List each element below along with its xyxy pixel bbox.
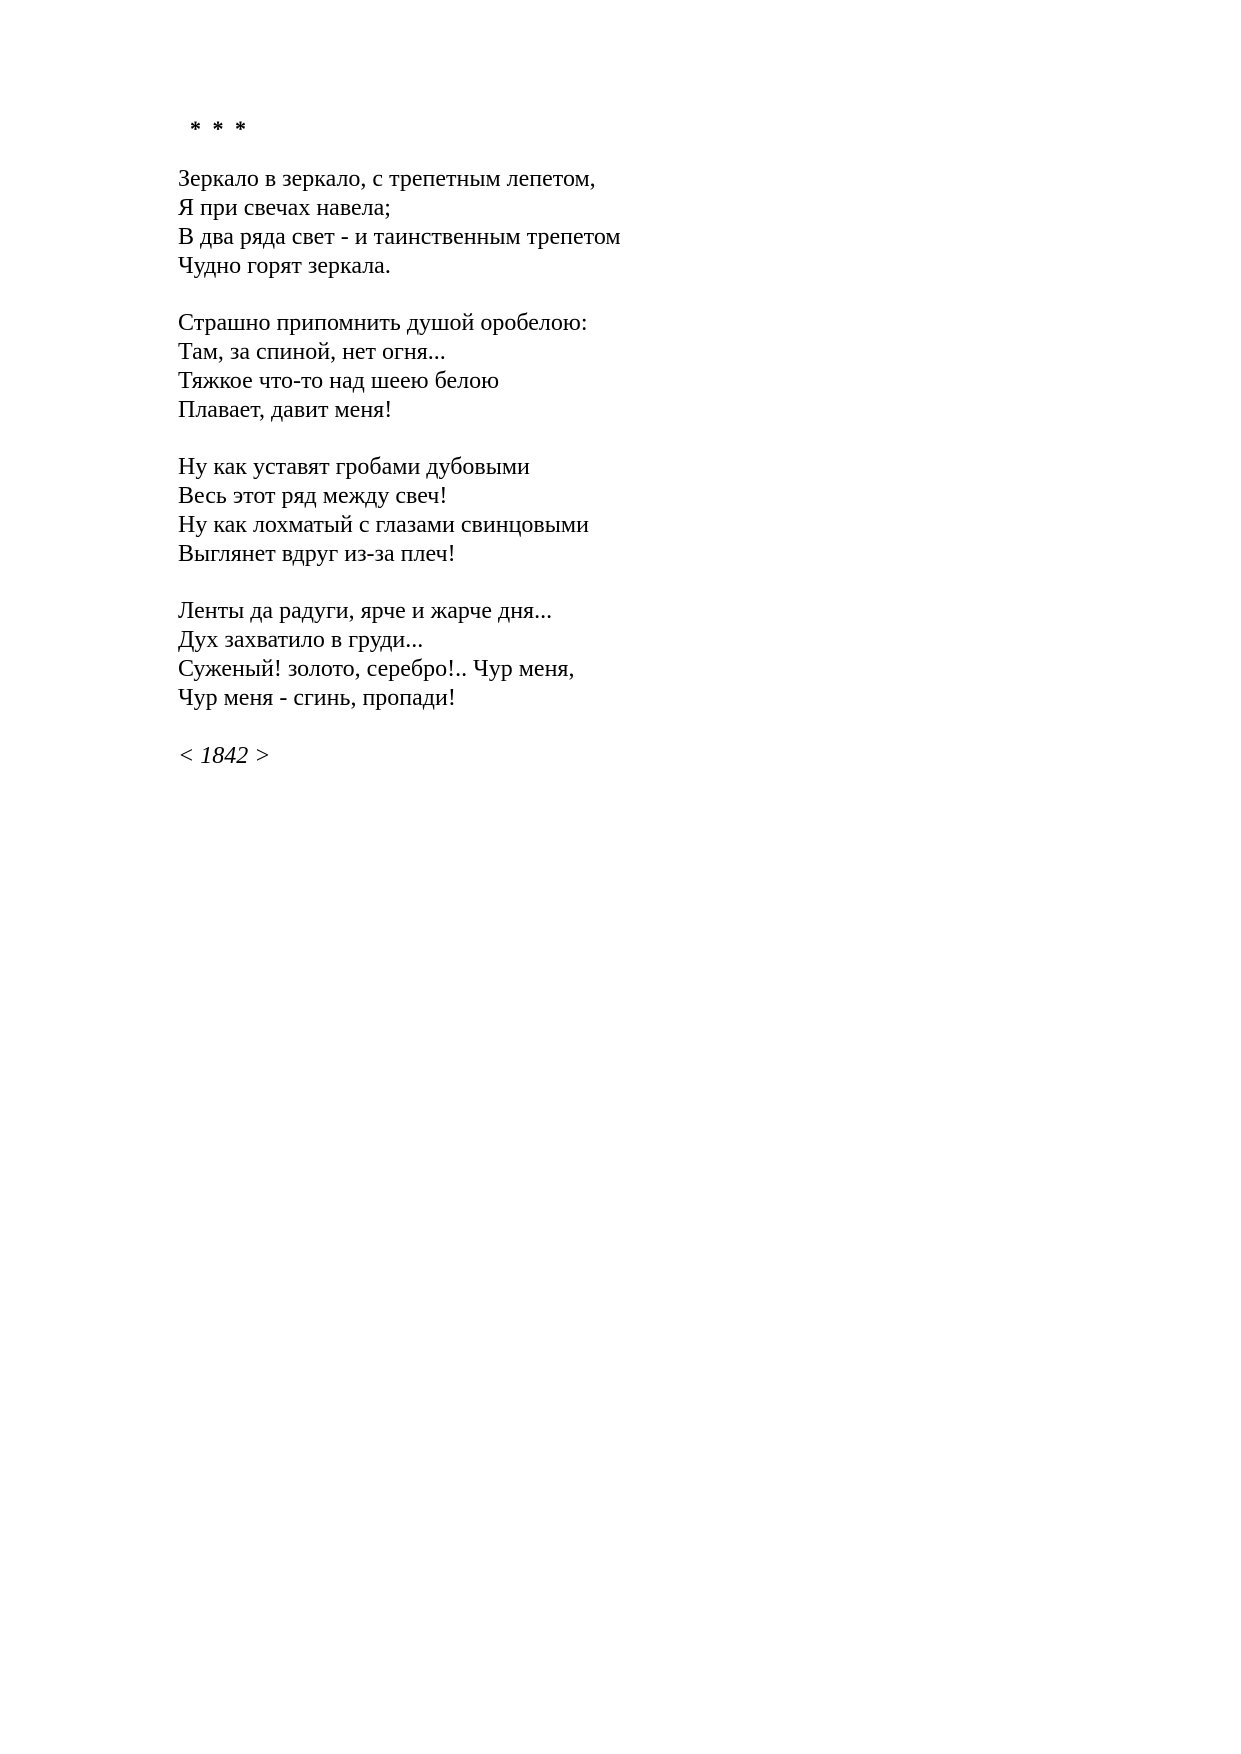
stanza-3: [178, 453, 621, 569]
poem-line: Весь этот ряд между свеч!: [178, 483, 448, 509]
stanza-4: [178, 597, 621, 713]
poem-date: < 1842 >: [178, 743, 271, 769]
poem-title: * * *: [190, 116, 249, 141]
poem-line: Плавает, давит меня!: [178, 397, 393, 423]
poem-line: Там, за спиной, нет огня...: [178, 339, 446, 365]
poem-line: Ну как уставят гробами дубовыми: [178, 454, 530, 480]
poem: [178, 114, 621, 771]
poem-line: Выглянет вдруг из-за плеч!: [178, 541, 456, 567]
poem-line: Ну как лохматый с глазами свинцовыми: [178, 512, 589, 538]
poem-line: Ленты да радуги, ярче и жарче дня...: [178, 598, 553, 624]
poem-line: Дух захватило в груди...: [178, 627, 424, 653]
stanza-1: [178, 165, 621, 281]
poem-line: Я при свечах навела;: [178, 195, 391, 221]
poem-line: В два ряда свет - и таинственным трепетом: [178, 224, 621, 250]
poem-line: Чур меня - сгинь, пропади!: [178, 685, 456, 711]
poem-line: Суженый! золото, серебро!.. Чур меня,: [178, 656, 575, 682]
poem-line: Зеркало в зеркало, с трепетным лепетом,: [178, 166, 596, 192]
stanza-2: [178, 309, 621, 425]
poem-line: Чудно горят зеркала.: [178, 253, 391, 279]
poem-line: Страшно припомнить душой оробелою:: [178, 310, 588, 336]
poem-line: Тяжкое что-то над шеею белою: [178, 368, 500, 394]
